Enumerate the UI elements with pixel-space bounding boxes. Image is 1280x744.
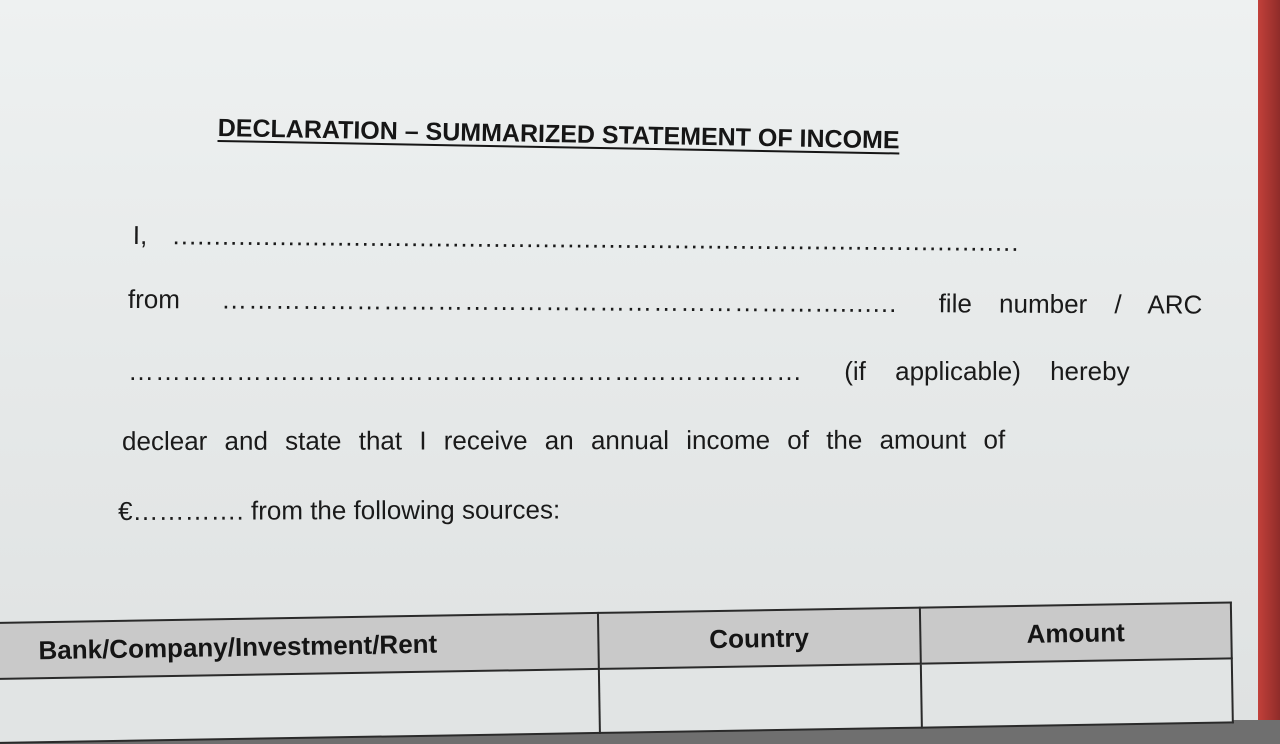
- column-header-country: Country: [598, 608, 921, 669]
- name-blank[interactable]: .......................................................................................................: [172, 220, 1020, 257]
- document-title: DECLARATION – SUMMARIZED STATEMENT OF INCOME: [217, 114, 900, 155]
- income-sources-table: [0, 601, 1250, 742]
- file-number-line: [128, 356, 1130, 387]
- file-number-blank[interactable]: …………………………………………………………………: [128, 356, 803, 386]
- column-header-amount: Amount: [920, 602, 1232, 663]
- applicable-label: (if applicable) hereby: [844, 356, 1130, 386]
- declaration-sentence: declear and state that I receive an annual income of the amount of: [122, 424, 1006, 456]
- file-number-label: file number / ARC: [938, 288, 1203, 320]
- from-blank[interactable]: …………………………………………………………..........: [221, 284, 898, 319]
- from-line: [128, 284, 1203, 321]
- name-line: [133, 220, 1020, 258]
- from-label: from: [127, 284, 180, 315]
- binder-edge: [1258, 0, 1280, 720]
- amount-cell[interactable]: [921, 658, 1233, 727]
- amount-line: €…………. from the following sources:: [118, 494, 561, 526]
- source-cell[interactable]: [0, 669, 600, 743]
- column-header-source: Bank/Company/Investment/Rent: [0, 613, 599, 679]
- name-label: I,: [132, 220, 148, 251]
- country-cell[interactable]: [599, 664, 922, 733]
